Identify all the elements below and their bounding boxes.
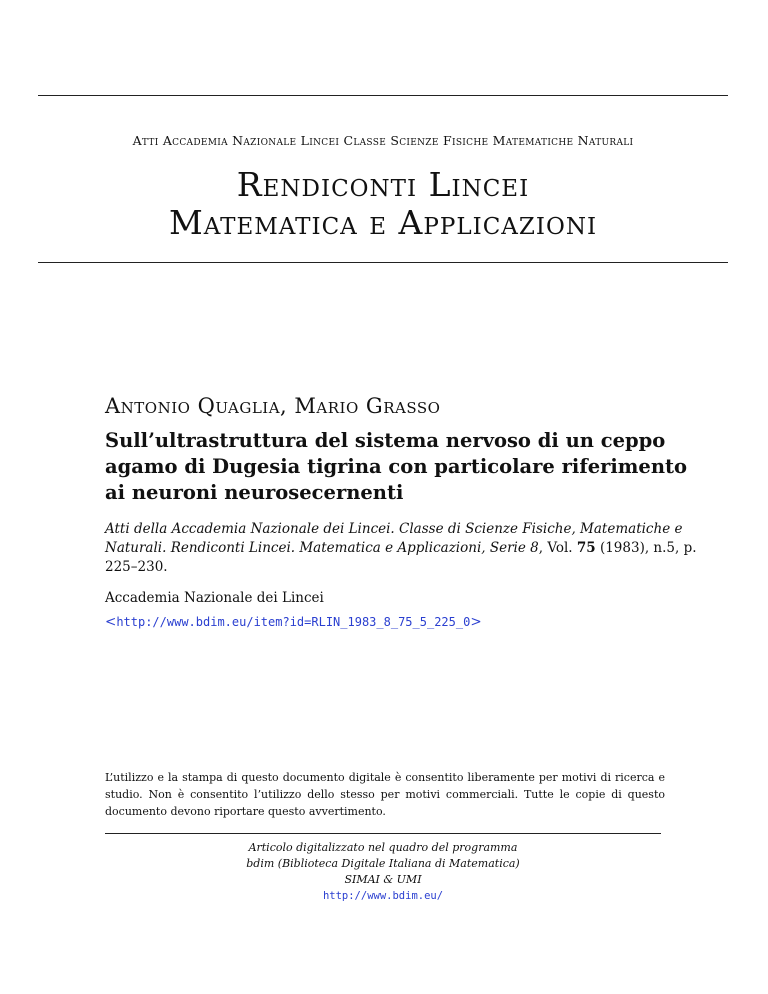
journal-title-line-1: Rendiconti Lincei [236,165,530,204]
citation-journal: Atti della Accademia Nazionale dei Lincei. Classe di Scienze Fisiche, Matematiche e Naturali. Rendiconti Lincei. Matematica e Applicazioni, Serie 8 [105,521,683,556]
footer-rule [105,833,661,834]
publisher: Accademia Nazionale dei Lincei [105,590,324,606]
top-rule [38,95,728,96]
url-open-bracket: < [105,614,117,630]
citation-details: (1983), n.5, p. 225–230. [105,540,697,575]
footer-line-2: bdim (Biblioteca Digitale Italiana di Matematica) [246,857,520,870]
citation-vol-prefix: , Vol. [538,540,577,556]
footer-line-1: Articolo digitalizzato nel quadro del programma [248,841,518,854]
article-citation [105,520,705,577]
header-bottom-rule [38,262,728,263]
footer-line-3: SIMAI & UMI [344,873,422,886]
journal-title [38,166,728,242]
article-title: Sull’ultrastruttura del sistema nervoso di un ceppo agamo di Dugesia tigrina con particolare riferimento ai neuroni neurosecernenti [105,429,688,504]
citation-volume: 75 [576,540,596,556]
article-authors: Antonio Quaglia, Mario Grasso [105,394,441,418]
article-url-link[interactable]: http://www.bdim.eu/item?id=RLIN_1983_8_75_5_225_0 [116,615,471,629]
series-name: Atti Accademia Nazionale Lincei Classe Scienze Fisiche Matematiche Naturali [132,133,634,148]
bdim-home-link[interactable]: http://www.bdim.eu/ [322,890,444,902]
article-url-line [105,614,482,630]
url-close-bracket: > [470,614,482,630]
usage-notice: L’utilizzo e la stampa di questo documento digitale è consentito liberamente per motivi di ricerca e studio. Non è consentito l’utilizzo dello stesso per motivi commerciali. Tutte le copie di questo documento devono riportare questo avvertimento. [105,771,665,818]
digitization-footer [105,840,661,904]
journal-title-line-2: Matematica e Applicazioni [168,203,598,242]
